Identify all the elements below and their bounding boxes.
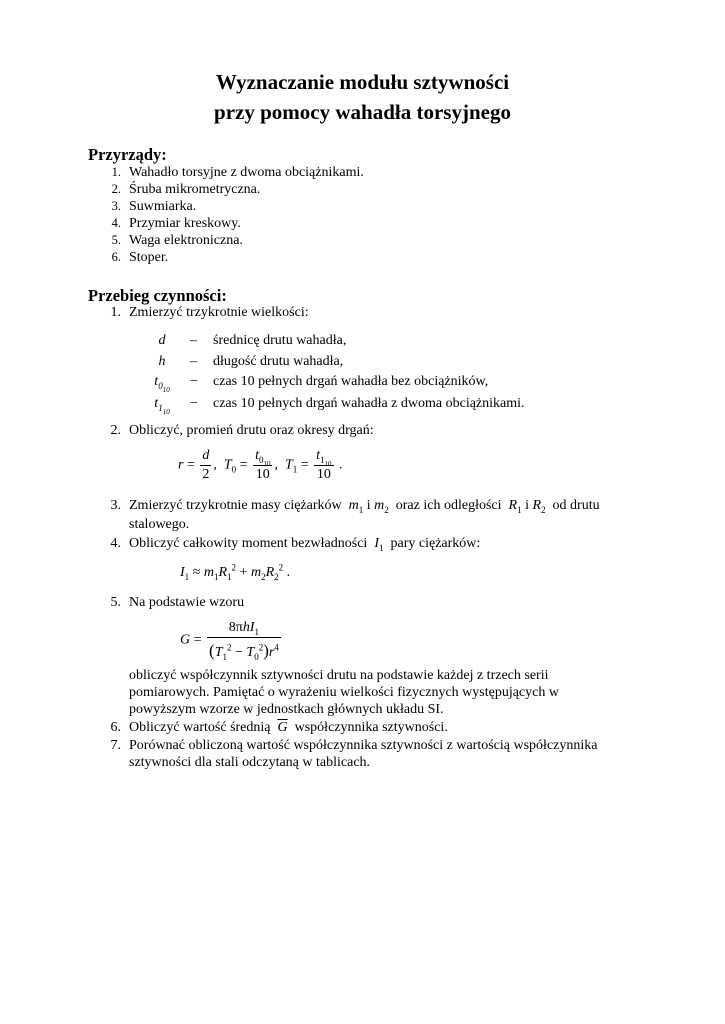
instrument-item: 2. Śruba mikrometryczna. [111,182,261,197]
instrument-item: 4. Przymiar kreskowy. [111,216,241,231]
symbol-h: h [158,354,166,369]
title-line-1: Wyznaczanie modułu sztywności [215,70,510,94]
symbol-d: d [158,333,166,348]
instrument-item: 1. Wahadło torsyjne z dwoma obciążnikami. [111,165,364,180]
title-line-2: przy pomocy wahadła torsyjnego [214,100,511,124]
step-2-text: Obliczyć, promień drutu oraz okresy drgań: [129,423,374,438]
step-5-text-1: obliczyć współczynnik sztywności drutu na podstawie każdej z trzech serii [129,668,549,683]
step-5-text-3: powyższym wzorze w jednostkach głównych układu SI. [129,702,444,717]
formula-moment-of-inertia: $I_1 \approx m_1R_1^2 + m_2R_2^2$ . [180,562,291,582]
symbol-t0: $t_{0_{10}}$ [154,374,170,394]
step-2: 2. Obliczyć, promień drutu oraz okresy drgań: [110,423,374,438]
step-1: 1. Zmierzyć trzykrotnie wielkości: [110,305,309,320]
instrument-item: 3. Suwmiarka. [111,199,197,214]
step-3: 3. Zmierzyć trzykrotnie masy ciężarków $m_1$ i $m_2$ oraz ich odległości $R_1$ i $R_2$ od drutu [110,498,600,515]
step-5-text-2: pomiarowych. Pamiętać o wyrażeniu wielkości fizycznych występujących w [129,685,559,700]
step-7-cont: sztywności dla stali odczytaną w tablicach. [129,755,371,770]
instruments-heading: Przyrządy: [88,145,167,164]
instrument-item: 6. Stoper. [111,250,169,265]
step-4: 4. Obliczyć całkowity moment bezwładności $I_1$ pary ciężarków: [110,536,481,553]
step-6: 6. Obliczyć wartość średnią $\overline{G}$ współczynnika sztywności. [110,720,448,735]
procedure-heading: Przebieg czynności: [88,286,227,305]
step-3-cont: stalowego. [129,517,190,532]
step-7: 7. Porównać obliczoną wartość współczynnika sztywności z wartością współczynnika [110,738,598,753]
step-5: 5. Na podstawie wzoru [110,595,245,610]
formula-radius-periods: r = $\frac{d}{2}$ , $T_0$ = $\frac{t_{0_{10}}}{10}$ , $T_1$ = $\frac{t_{1_{10}}}{10}$ . [178,448,343,482]
formula-shear-modulus: G = $\frac{8\pi hI_1}{(T_1^2 - T_0^2)r^4}$ [180,620,279,662]
instrument-item: 5. Waga elektroniczna. [111,233,243,248]
symbol-t1: $t_{1_{10}}$ [154,396,170,416]
step-1-text: Zmierzyć trzykrotnie wielkości: [129,305,309,320]
